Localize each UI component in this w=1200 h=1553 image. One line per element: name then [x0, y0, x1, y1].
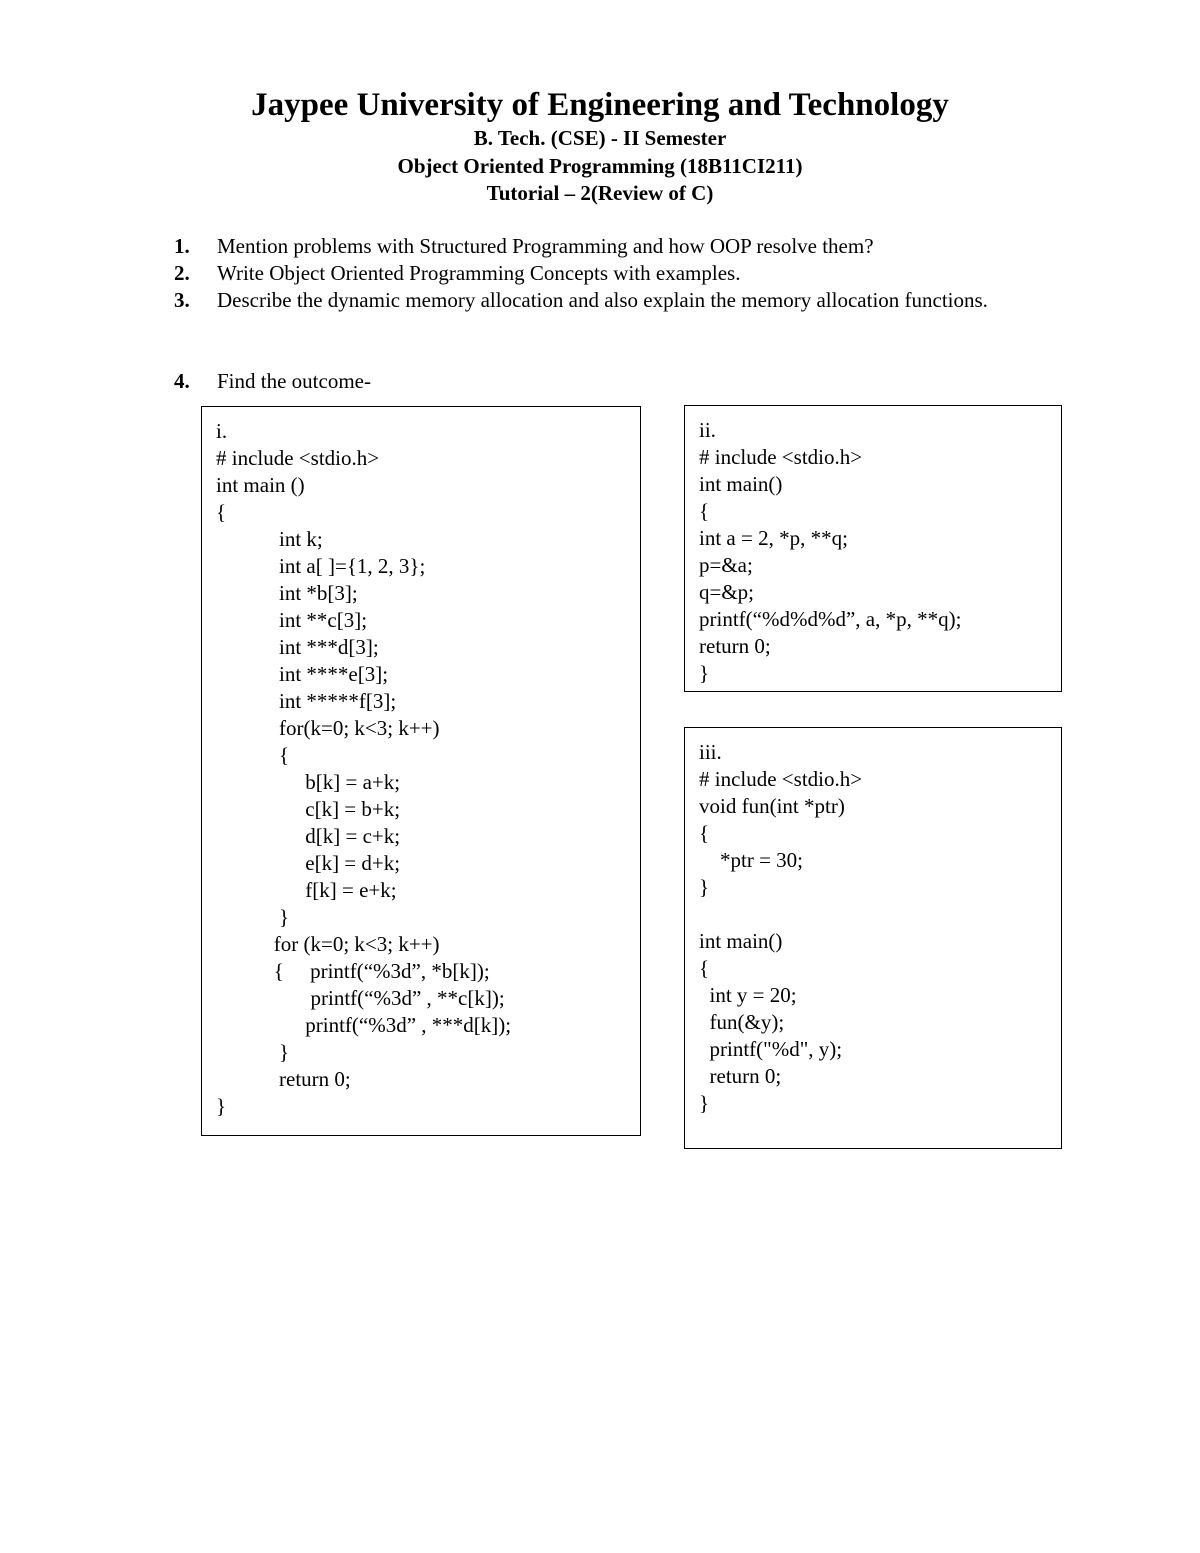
code-line: return 0;	[699, 1064, 782, 1088]
code-line: d[k] = c+k;	[216, 824, 401, 848]
code-line: printf(“%3d” , **c[k]);	[216, 986, 505, 1010]
code-line: void fun(int *ptr)	[699, 794, 845, 818]
code-line: int **c[3];	[216, 608, 368, 632]
question-text: Write Object Oriented Programming Concepts with examples.	[217, 261, 741, 285]
code-line: p=&a;	[699, 553, 753, 577]
code-line: int a[ ]={1, 2, 3};	[216, 554, 426, 578]
code-line: for(k=0; k<3; k++)	[216, 716, 440, 740]
code-line: int y = 20;	[699, 983, 797, 1007]
code-line: # include <stdio.h>	[699, 445, 863, 469]
code-line: c[k] = b+k;	[216, 797, 401, 821]
question-text: Mention problems with Structured Programming and how OOP resolve them?	[217, 234, 874, 258]
code-line: i.	[216, 419, 228, 443]
code-line: # include <stdio.h>	[216, 446, 380, 470]
code-line: {	[699, 499, 710, 523]
code-line: b[k] = a+k;	[216, 770, 401, 794]
question-list	[174, 233, 1024, 314]
code-line: int main()	[699, 472, 783, 496]
code-line: iii.	[699, 740, 722, 764]
code-line: printf(“%3d” , ***d[k]);	[216, 1013, 512, 1037]
code-line: int main ()	[216, 473, 305, 497]
code-line: }	[216, 1040, 290, 1064]
code-line: return 0;	[216, 1067, 351, 1091]
code-line: }	[699, 1091, 710, 1115]
code-line: {	[699, 821, 710, 845]
question-item	[174, 260, 1024, 287]
code-line: { printf(“%3d”, *b[k]);	[216, 959, 490, 983]
question-text: Describe the dynamic memory allocation and also explain the memory allocation functions.	[217, 288, 988, 312]
tutorial-subtitle: Tutorial – 2(Review of C)	[486, 181, 714, 205]
university-title: Jaypee University of Engineering and Technology	[251, 87, 949, 123]
question-number: 1.	[174, 234, 190, 258]
question-text: Find the outcome-	[217, 369, 371, 393]
code-line: int main()	[699, 929, 783, 953]
code-box-i	[201, 406, 641, 1136]
code-line: *ptr = 30;	[699, 848, 804, 872]
code-line: q=&p;	[699, 580, 755, 604]
code-line: int *b[3];	[216, 581, 358, 605]
code-line: for (k=0; k<3; k++)	[216, 932, 440, 956]
question-item	[174, 287, 1024, 314]
code-line: int ****e[3];	[216, 662, 389, 686]
code-line: printf("%d", y);	[699, 1037, 843, 1061]
code-line: }	[699, 661, 710, 685]
code-listing	[216, 418, 511, 1120]
question-number: 2.	[174, 261, 190, 285]
code-box-iii	[684, 727, 1062, 1149]
question-item	[174, 368, 371, 395]
code-line: # include <stdio.h>	[699, 767, 863, 791]
code-line: int a = 2, *p, **q;	[699, 526, 848, 550]
code-line: }	[699, 875, 710, 899]
question-number: 3.	[174, 288, 190, 312]
code-line: }	[216, 1094, 227, 1118]
code-line: int ***d[3];	[216, 635, 379, 659]
code-listing	[699, 739, 862, 1117]
question-number: 4.	[174, 369, 190, 393]
code-line: fun(&y);	[699, 1010, 785, 1034]
code-line: {	[216, 743, 290, 767]
code-line: int k;	[216, 527, 323, 551]
question-item	[174, 233, 1024, 260]
code-line: {	[699, 956, 710, 980]
code-listing	[699, 417, 961, 687]
code-line: {	[216, 500, 227, 524]
code-line: ii.	[699, 418, 716, 442]
code-line: e[k] = d+k;	[216, 851, 401, 875]
code-line: return 0;	[699, 634, 771, 658]
program-subtitle: B. Tech. (CSE) - II Semester	[473, 126, 727, 150]
code-line: int *****f[3];	[216, 689, 397, 713]
code-box-ii	[684, 405, 1062, 692]
code-line: printf(“%d%d%d”, a, *p, **q);	[699, 607, 962, 631]
code-line: }	[216, 905, 290, 929]
code-line	[699, 901, 862, 928]
code-line: f[k] = e+k;	[216, 878, 397, 902]
course-subtitle: Object Oriented Programming (18B11CI211)	[397, 154, 803, 178]
